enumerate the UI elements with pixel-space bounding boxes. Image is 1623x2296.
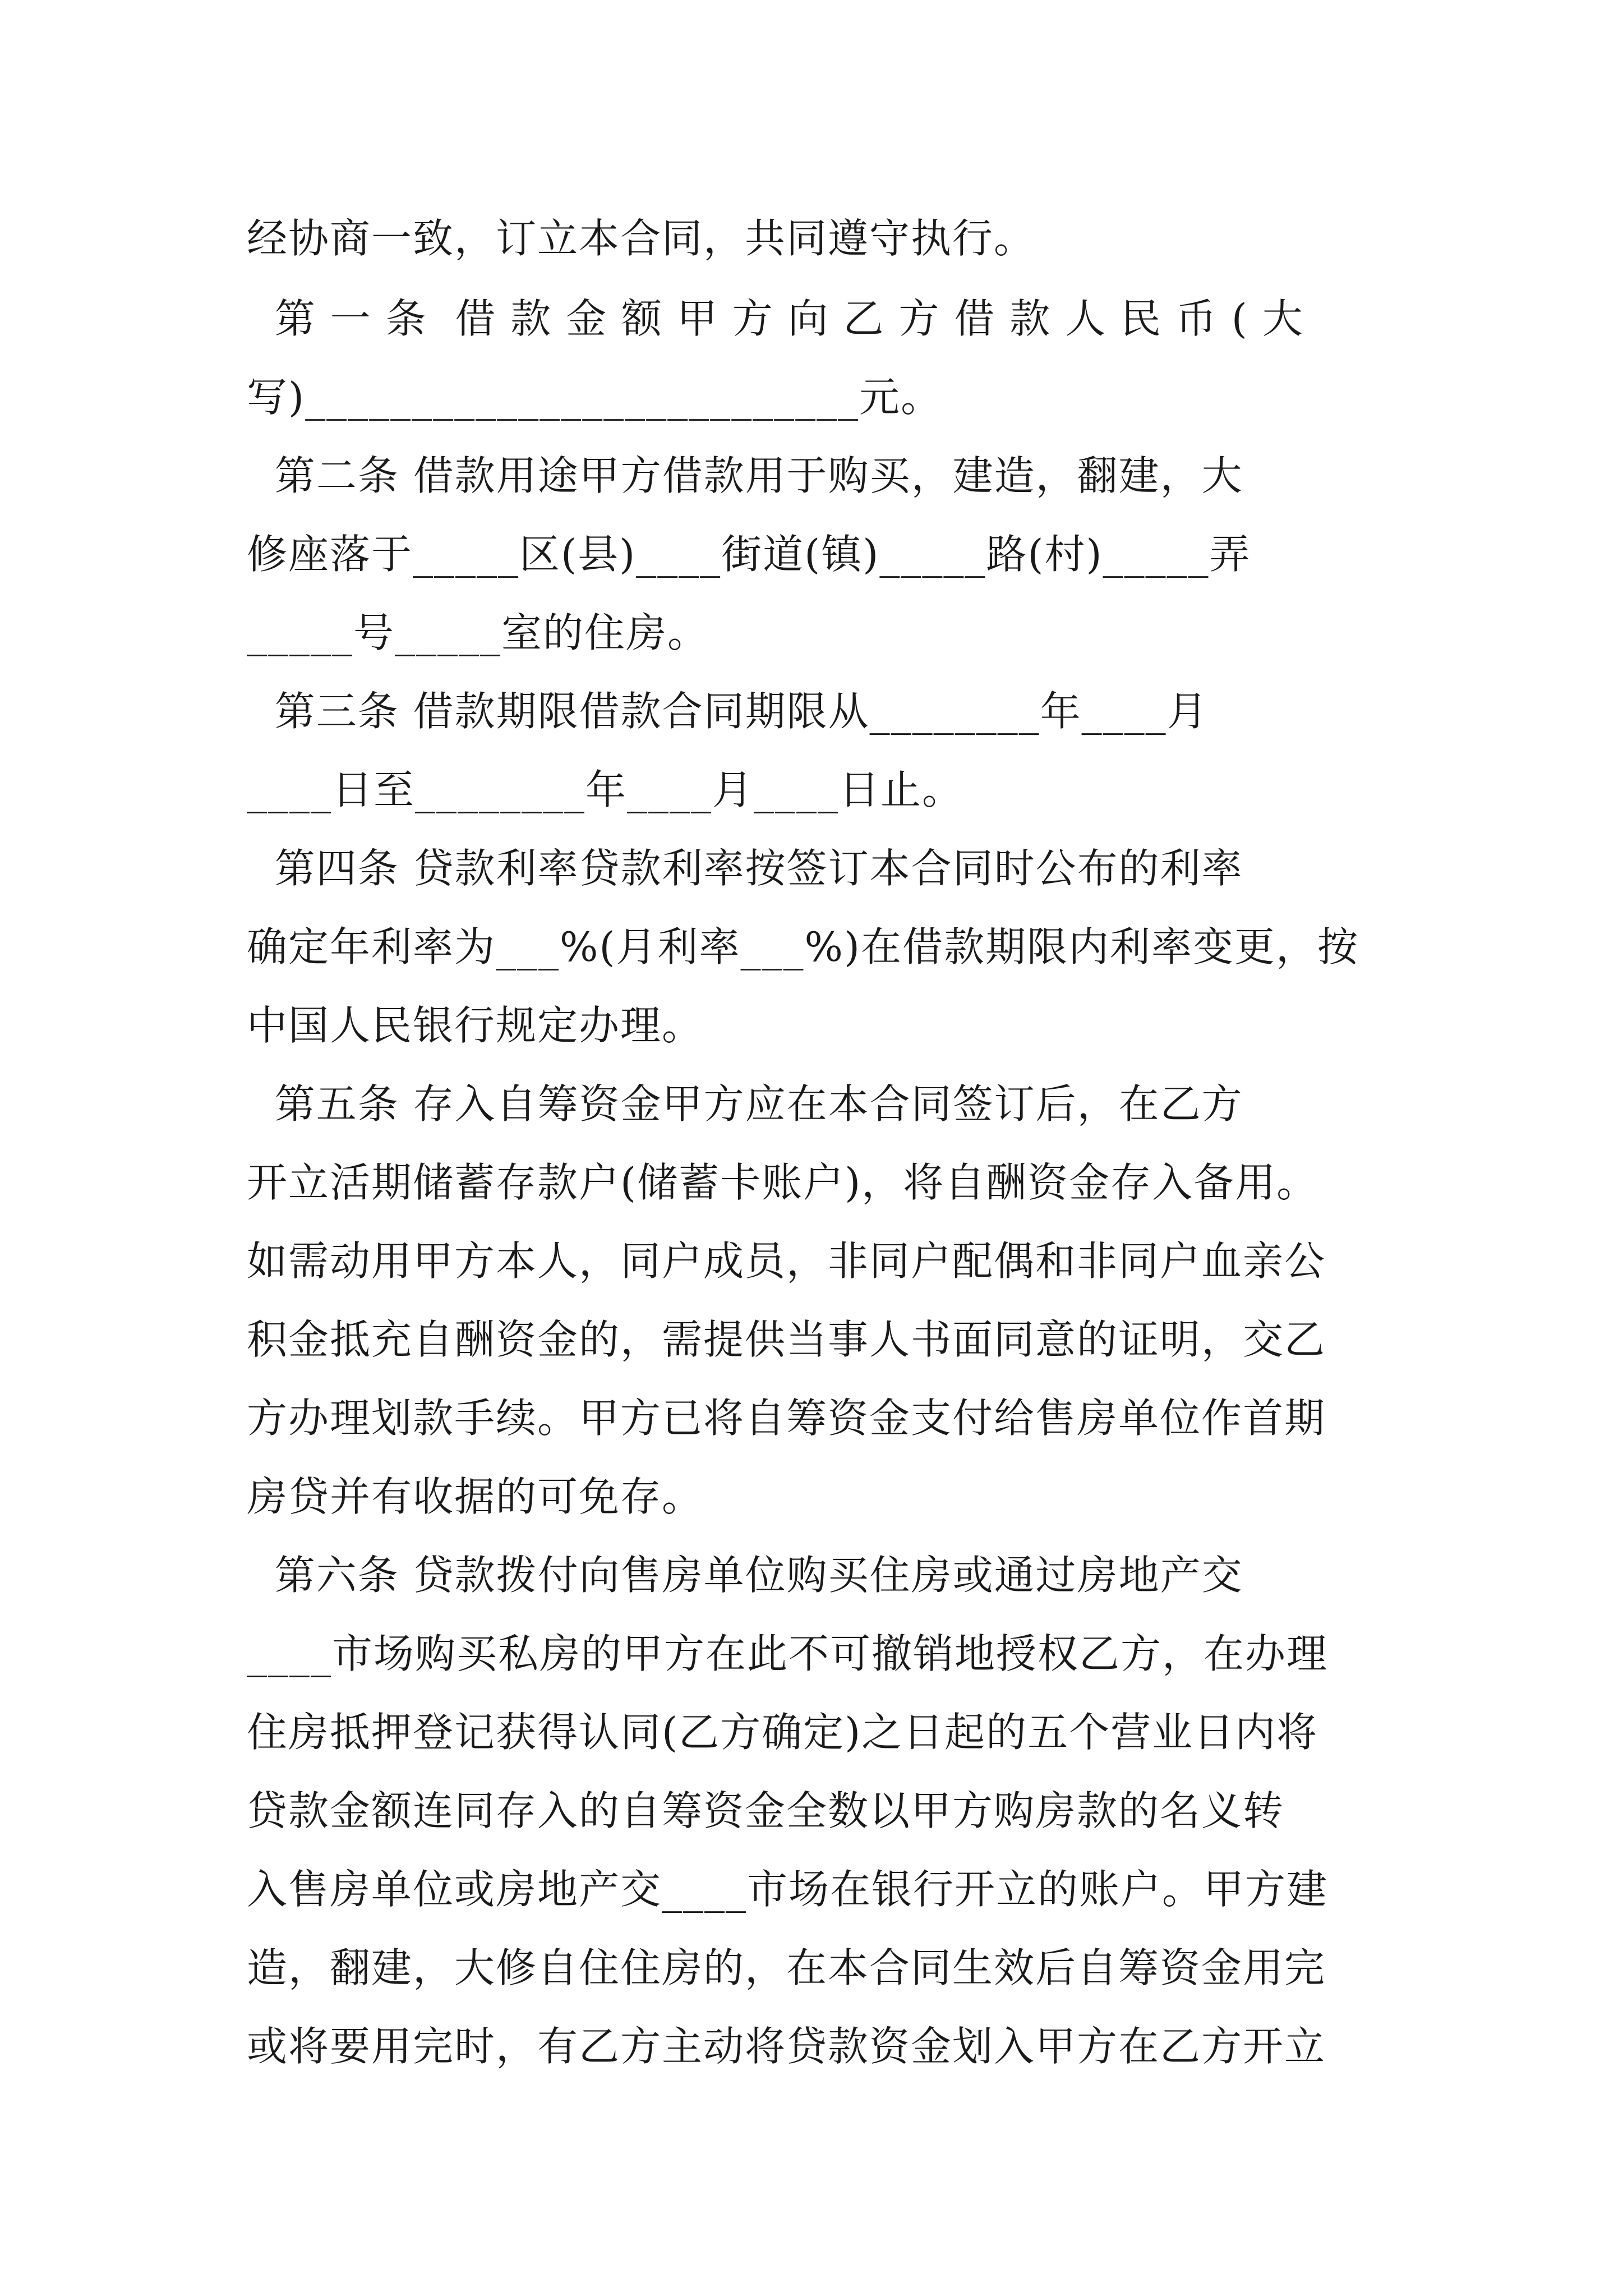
text-line: 方办理划款手续。甲方已将自筹资金支付给售房单位作首期 <box>247 1395 1326 1442</box>
text-line: 造，翻建，大修自住住房的，在本合同生效后自筹资金用完 <box>247 1944 1326 1991</box>
text-line: 写)__________________________元。 <box>247 374 943 421</box>
text-line: ____市场购买私房的甲方在此不可撤销地授权乙方，在办理 <box>247 1630 1329 1677</box>
text-line: _____号_____室的住房。 <box>247 609 709 656</box>
text-line: 住房抵押登记获得认同(乙方确定)之日起的五个营业日内将 <box>247 1709 1318 1756</box>
text-line: 贷款金额连同存入的自筹资金全数以甲方购房款的名义转 <box>247 1787 1285 1834</box>
text-line: 修座落于_____区(县)____街道(镇)_____路(村)_____弄 <box>247 531 1251 578</box>
text-line: 确定年利率为___%(月利率___%)在借款期限内利率变更，按 <box>247 923 1359 970</box>
text-line: 入售房单位或房地产交____市场在银行开立的账户。甲方建 <box>247 1866 1329 1913</box>
text-line: 房贷并有收据的可免存。 <box>247 1473 704 1520</box>
text-line: 经协商一致，订立本合同，共同遵守执行。 <box>247 215 1036 262</box>
text-line: 第六条 贷款拨付向售房单位购买住房或通过房地产交 <box>247 1552 1243 1599</box>
text-line: 第四条 贷款利率贷款利率按签订本合同时公布的利率 <box>247 845 1243 892</box>
text-line: 开立活期储蓄存款户(储蓄卡账户)，将自酬资金存入备用。 <box>247 1159 1318 1206</box>
text-line: 第二条 借款用途甲方借款用于购买，建造，翻建，大 <box>247 452 1243 499</box>
text-line: 第三条 借款期限借款合同期限从________年____月 <box>247 688 1209 735</box>
text-line: ____日至________年____月____日止。 <box>247 766 964 813</box>
text-line: 或将要用完时，有乙方主动将贷款资金划入甲方在乙方开立 <box>247 2023 1326 2070</box>
text-line: 中国人民银行规定办理。 <box>247 1002 704 1049</box>
text-line: 如需动用甲方本人，同户成员，非同户配偶和非同户血亲公 <box>247 1237 1326 1285</box>
text-line: 积金抵充自酬资金的，需提供当事人书面同意的证明，交乙 <box>247 1316 1326 1363</box>
text-line: 第五条 存入自筹资金甲方应在本合同签订后，在乙方 <box>247 1080 1243 1128</box>
text-line: 第 一 条 借 款 金 额 甲 方 向 乙 方 借 款 人 民 币 ( 大 <box>247 295 1304 342</box>
